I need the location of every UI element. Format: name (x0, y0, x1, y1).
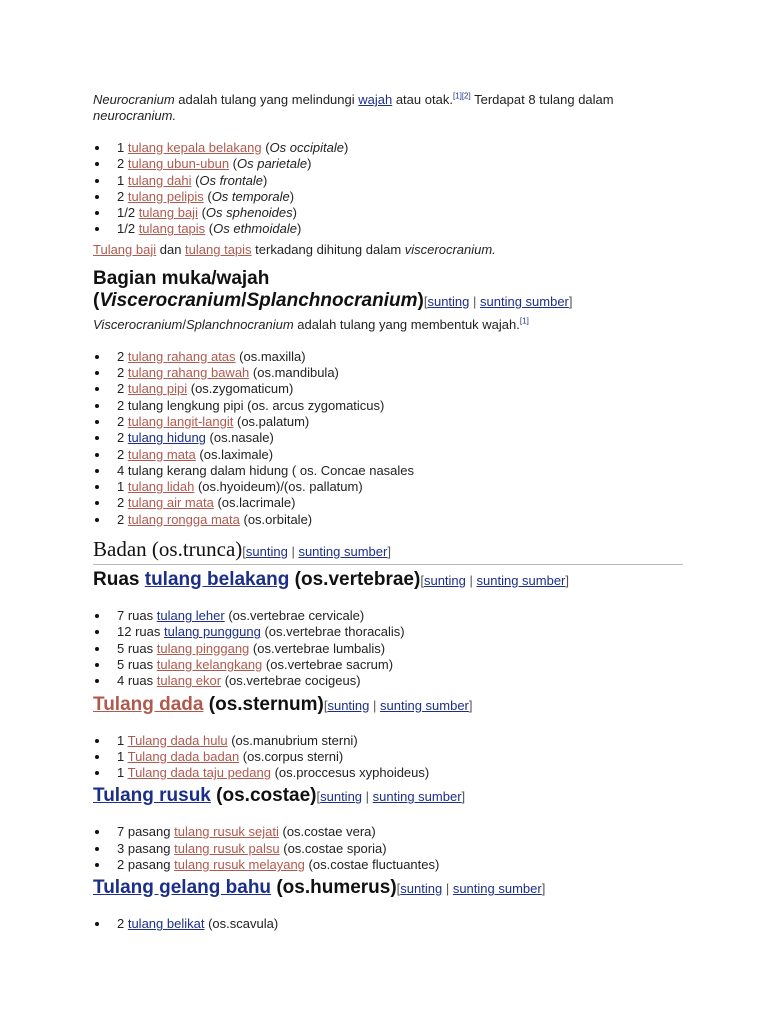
list-item-prefix: 12 ruas (117, 624, 164, 640)
list-item (93, 430, 683, 446)
list-item-suffix: (os.mandibula) (249, 365, 339, 381)
sternum-list (93, 733, 683, 782)
shoulder-list (93, 916, 683, 932)
note-text: terkadang dihitung dalam (251, 241, 405, 257)
edit-links-trunk (242, 544, 391, 559)
list-item-prefix: 7 pasang (117, 824, 175, 840)
heading-sternum-post: (os.sternum) (203, 693, 324, 715)
list-item-prefix: 2 pasang (117, 857, 175, 873)
edit-close: ] (541, 881, 546, 897)
list-item-link[interactable]: tulang rusuk sejati (174, 824, 279, 840)
face-desc-term2: Splanchnocranium (185, 316, 294, 332)
edit-source-button[interactable]: sunting sumber (298, 544, 388, 560)
edit-sep: | (287, 544, 299, 560)
list-item-link[interactable]: tulang lidah (127, 479, 195, 495)
intro-text-3: Terdapat 8 tulang dalam (470, 92, 614, 107)
edit-links-face (424, 294, 573, 309)
article-content (93, 92, 683, 933)
heading-face-term1: Viscerocranium (99, 289, 242, 311)
edit-button[interactable]: sunting (327, 697, 370, 713)
list-item-link[interactable]: tulang rusuk palsu (174, 840, 280, 856)
heading-trunk (93, 538, 683, 565)
list-item (93, 673, 683, 689)
edit-close: ] (387, 544, 391, 560)
list-item-prefix: 1 (117, 748, 128, 764)
intro-text-2: atau otak. (392, 92, 453, 107)
heading-face-close: ) (417, 289, 424, 311)
list-item-latin: Os temporale (211, 188, 290, 204)
link-tulang-tapis[interactable]: tulang tapis (185, 241, 252, 257)
list-item-suffix: (os.costae vera) (278, 824, 376, 840)
list-item-link[interactable]: tulang rusuk melayang (174, 857, 305, 873)
list-item-link[interactable]: tulang rahang atas (127, 348, 236, 364)
list-item (93, 479, 683, 495)
list-item-prefix: 4 tulang kerang dalam hidung ( os. Concae nasales (117, 462, 415, 478)
link-wajah[interactable]: wajah (358, 92, 393, 107)
list-item-prefix: 7 ruas (117, 608, 157, 624)
list-item-prefix: 2 (117, 430, 128, 446)
note-term: viscerocranium. (404, 241, 496, 257)
list-item-prefix: 1 (117, 172, 128, 188)
list-item (93, 173, 683, 189)
edit-sep: | (469, 293, 480, 309)
list-item (93, 641, 683, 657)
edit-close: ] (468, 697, 473, 713)
list-item (93, 463, 683, 479)
list-item-prefix: 5 ruas (117, 656, 157, 672)
list-item-link[interactable]: tulang mata (127, 446, 196, 462)
list-item (93, 495, 683, 511)
edit-links-shoulder (397, 881, 546, 896)
list-item (93, 733, 683, 749)
list-item-paren-open: ( (261, 140, 270, 155)
costae-list (93, 824, 683, 873)
intro-term: Neurocranium (93, 92, 175, 107)
edit-links-sternum (324, 698, 473, 713)
neurocranium-list (93, 140, 683, 238)
heading-face-term2: Splanchnocranium (246, 289, 418, 311)
list-item-link[interactable]: tulang tapis (138, 221, 206, 237)
list-item (93, 624, 683, 640)
heading-spine-post: (os.vertebrae) (289, 569, 421, 591)
link-tulang-gelang-bahu[interactable]: Tulang gelang bahu (93, 877, 272, 899)
edit-source-button[interactable]: sunting sumber (380, 697, 469, 713)
edit-source-button[interactable]: sunting sumber (372, 789, 462, 805)
list-item-link[interactable]: Tulang dada badan (127, 748, 240, 764)
list-item (93, 349, 683, 365)
list-item (93, 916, 683, 932)
note-mid: dan (156, 241, 186, 257)
list-item-latin: Os frontale (199, 172, 264, 188)
list-item-suffix: (os.maxilla) (235, 348, 306, 364)
list-item-suffix: (os.hyoideum)/(os. pallatum) (194, 479, 363, 495)
edit-sep: | (369, 697, 380, 713)
list-item-suffix: (os.vertebrae cocigeus) (221, 673, 361, 689)
list-item-suffix: (os.vertebrae cervicale) (224, 608, 365, 624)
list-item-suffix: (os.proccesus xyphoideus) (270, 765, 430, 781)
list-item-link[interactable]: tulang belikat (127, 916, 205, 932)
heading-face-open: ( (93, 289, 100, 311)
edit-button[interactable]: sunting (400, 881, 443, 897)
list-item-link[interactable]: tulang punggung (163, 624, 261, 640)
heading-ribs-post: (os.costae) (210, 785, 317, 807)
list-item-link[interactable]: tulang langit-langit (127, 413, 234, 429)
heading-spine (93, 569, 683, 592)
list-item (93, 205, 683, 221)
intro-paragraph (93, 92, 683, 124)
edit-source-button[interactable]: sunting sumber (476, 573, 566, 589)
list-item-prefix: 2 tulang lengkung pipi (os. arcus zygomaticus) (117, 397, 385, 413)
edit-open: [ (423, 293, 428, 309)
list-item-link[interactable]: tulang pelipis (127, 188, 204, 204)
edit-button[interactable]: sunting (427, 293, 470, 309)
list-item-link[interactable]: tulang rahang bawah (127, 365, 250, 381)
edit-open: [ (420, 573, 424, 589)
edit-sep: | (442, 881, 453, 897)
list-item (93, 857, 683, 873)
list-item-link[interactable]: tulang dahi (127, 172, 192, 188)
list-item-suffix: (os.lacrimale) (213, 495, 296, 511)
heading-face (93, 268, 683, 313)
list-item-link[interactable]: tulang pipi (127, 381, 188, 397)
list-item (93, 189, 683, 205)
list-item-link[interactable]: tulang leher (156, 608, 225, 624)
heading-sternum (93, 694, 683, 717)
link-tulang-belakang[interactable]: tulang belakang (144, 569, 290, 591)
list-item-suffix: (os.manubrium sterni) (227, 732, 358, 748)
list-item-suffix: (os.zygomaticum) (187, 381, 294, 397)
list-item-prefix: 2 (117, 916, 128, 932)
list-item-prefix: 2 (117, 511, 128, 527)
list-item (93, 749, 683, 765)
list-item (93, 608, 683, 624)
list-item-suffix: (os.costae fluctuantes) (304, 857, 440, 873)
list-item-link[interactable]: tulang ekor (156, 673, 222, 689)
list-item-link[interactable]: Tulang dada taju pedang (127, 765, 271, 781)
heading-spine-pre: Ruas (93, 569, 145, 591)
list-item-suffix: (os.vertebrae sacrum) (262, 656, 394, 672)
list-item-paren-close: ) (289, 188, 295, 204)
list-item-prefix: 2 (117, 381, 128, 397)
edit-source-button[interactable]: sunting sumber (480, 293, 569, 309)
list-item (93, 381, 683, 397)
list-item-paren-open: ( (191, 172, 200, 188)
list-item-prefix: 1 (117, 140, 128, 155)
heading-ribs (93, 785, 683, 808)
link-tulang-rusuk[interactable]: Tulang rusuk (93, 785, 211, 807)
vertebrae-list (93, 608, 683, 689)
edit-button[interactable]: sunting (423, 573, 466, 589)
link-tulang-dada[interactable]: Tulang dada (93, 693, 204, 715)
list-item-latin: Os parietale (237, 156, 308, 172)
list-item-prefix: 2 (117, 495, 128, 511)
list-item-suffix: (os.palatum) (233, 413, 310, 429)
list-item (93, 414, 683, 430)
edit-close: ] (568, 293, 573, 309)
edit-links-ribs (316, 789, 465, 804)
list-item (93, 824, 683, 840)
intro-text-1: adalah tulang yang melindungi (174, 92, 359, 107)
list-item (93, 221, 683, 237)
list-item-link[interactable]: tulang kelangkang (156, 656, 263, 672)
face-desc-ref[interactable]: [1] (519, 316, 529, 326)
list-item-link[interactable]: tulang pinggang (156, 640, 250, 656)
edit-open: [ (396, 881, 401, 897)
list-item-prefix: 1 (117, 732, 128, 748)
list-item-suffix: (os.orbitale) (239, 511, 313, 527)
list-item-latin: Os ethmoidale (213, 221, 297, 237)
face-desc-text: adalah tulang yang membentuk wajah. (293, 316, 520, 332)
list-item-latin: Os occipitale (269, 140, 344, 155)
list-item (93, 365, 683, 381)
note-paragraph (93, 242, 683, 258)
heading-shoulder-post: (os.humerus) (271, 877, 397, 899)
list-item-suffix: (os.scavula) (204, 916, 279, 932)
face-desc-slash: / (182, 316, 186, 332)
edit-button[interactable]: sunting (320, 789, 363, 805)
intro-term-2: neurocranium. (93, 108, 177, 123)
list-item-prefix: 3 pasang (117, 840, 175, 856)
list-item-link[interactable]: tulang hidung (127, 430, 206, 446)
heading-shoulder (93, 877, 683, 900)
list-item (93, 841, 683, 857)
list-item-link[interactable]: tulang baji (138, 205, 198, 221)
heading-face-slash: / (241, 289, 247, 311)
face-desc-term1: Viscerocranium (93, 316, 183, 332)
list-item (93, 140, 683, 156)
list-item-link[interactable]: Tulang dada hulu (127, 732, 228, 748)
edit-sep: | (362, 789, 373, 805)
link-tulang-baji[interactable]: Tulang baji (93, 241, 157, 257)
list-item-suffix: (os.vertebrae lumbalis) (249, 640, 386, 656)
list-item-paren-close: ) (292, 205, 297, 221)
list-item-prefix: 2 (117, 446, 128, 462)
list-item-prefix: 1 (117, 479, 128, 495)
list-item-link[interactable]: tulang air mata (127, 495, 214, 511)
intro-refs[interactable]: [1][2] (452, 91, 471, 101)
list-item-paren-close: ) (343, 140, 349, 155)
list-item-prefix: 2 (117, 188, 128, 204)
edit-close: ] (565, 573, 570, 589)
list-item-prefix: 1/2 (117, 205, 139, 221)
list-item-suffix: (os.costae sporia) (279, 840, 387, 856)
list-item-suffix: (os.nasale) (205, 430, 274, 446)
list-item-paren-close: ) (296, 221, 302, 237)
list-item (93, 512, 683, 528)
list-item-suffix: (os.corpus sterni) (239, 748, 344, 764)
edit-open: [ (242, 544, 246, 560)
list-item-link[interactable]: tulang ubun-ubun (127, 156, 230, 172)
list-item-suffix: (os.laximale) (195, 446, 274, 462)
list-item-paren-open: ( (229, 156, 237, 172)
list-item (93, 657, 683, 673)
list-item-prefix: 1/2 (117, 221, 139, 237)
viscerocranium-list (93, 349, 683, 528)
list-item-prefix: 4 ruas (117, 673, 157, 689)
edit-sep: | (465, 573, 477, 589)
list-item-prefix: 5 ruas (117, 640, 157, 656)
list-item-prefix: 2 (117, 348, 128, 364)
edit-button[interactable]: sunting (245, 544, 288, 560)
list-item (93, 156, 683, 172)
face-description (93, 317, 683, 333)
list-item-paren-open: ( (203, 188, 212, 204)
edit-source-button[interactable]: sunting sumber (452, 881, 542, 897)
list-item-link[interactable]: tulang rongga mata (127, 511, 240, 527)
list-item-paren-open: ( (197, 205, 206, 221)
edit-open: [ (323, 697, 328, 713)
list-item-paren-close: ) (263, 172, 268, 188)
heading-trunk-title: Badan (os.trunca) (93, 537, 243, 562)
edit-open: [ (316, 789, 321, 805)
list-item-prefix: 2 (117, 365, 128, 381)
list-item-prefix: 1 (117, 765, 128, 781)
list-item-paren-close: ) (307, 156, 312, 172)
edit-links-spine (420, 573, 569, 588)
list-item-prefix: 2 (117, 156, 128, 172)
list-item (93, 765, 683, 781)
list-item-link[interactable]: tulang kepala belakang (127, 140, 262, 155)
list-item-paren-open: ( (205, 221, 214, 237)
list-item-suffix: (os.vertebrae thoracalis) (260, 624, 405, 640)
list-item (93, 398, 683, 414)
list-item-prefix: 2 (117, 413, 128, 429)
list-item (93, 447, 683, 463)
list-item-latin: Os sphenoides (205, 205, 293, 221)
edit-close: ] (461, 789, 466, 805)
heading-face-line1: Bagian muka/wajah (93, 267, 270, 289)
